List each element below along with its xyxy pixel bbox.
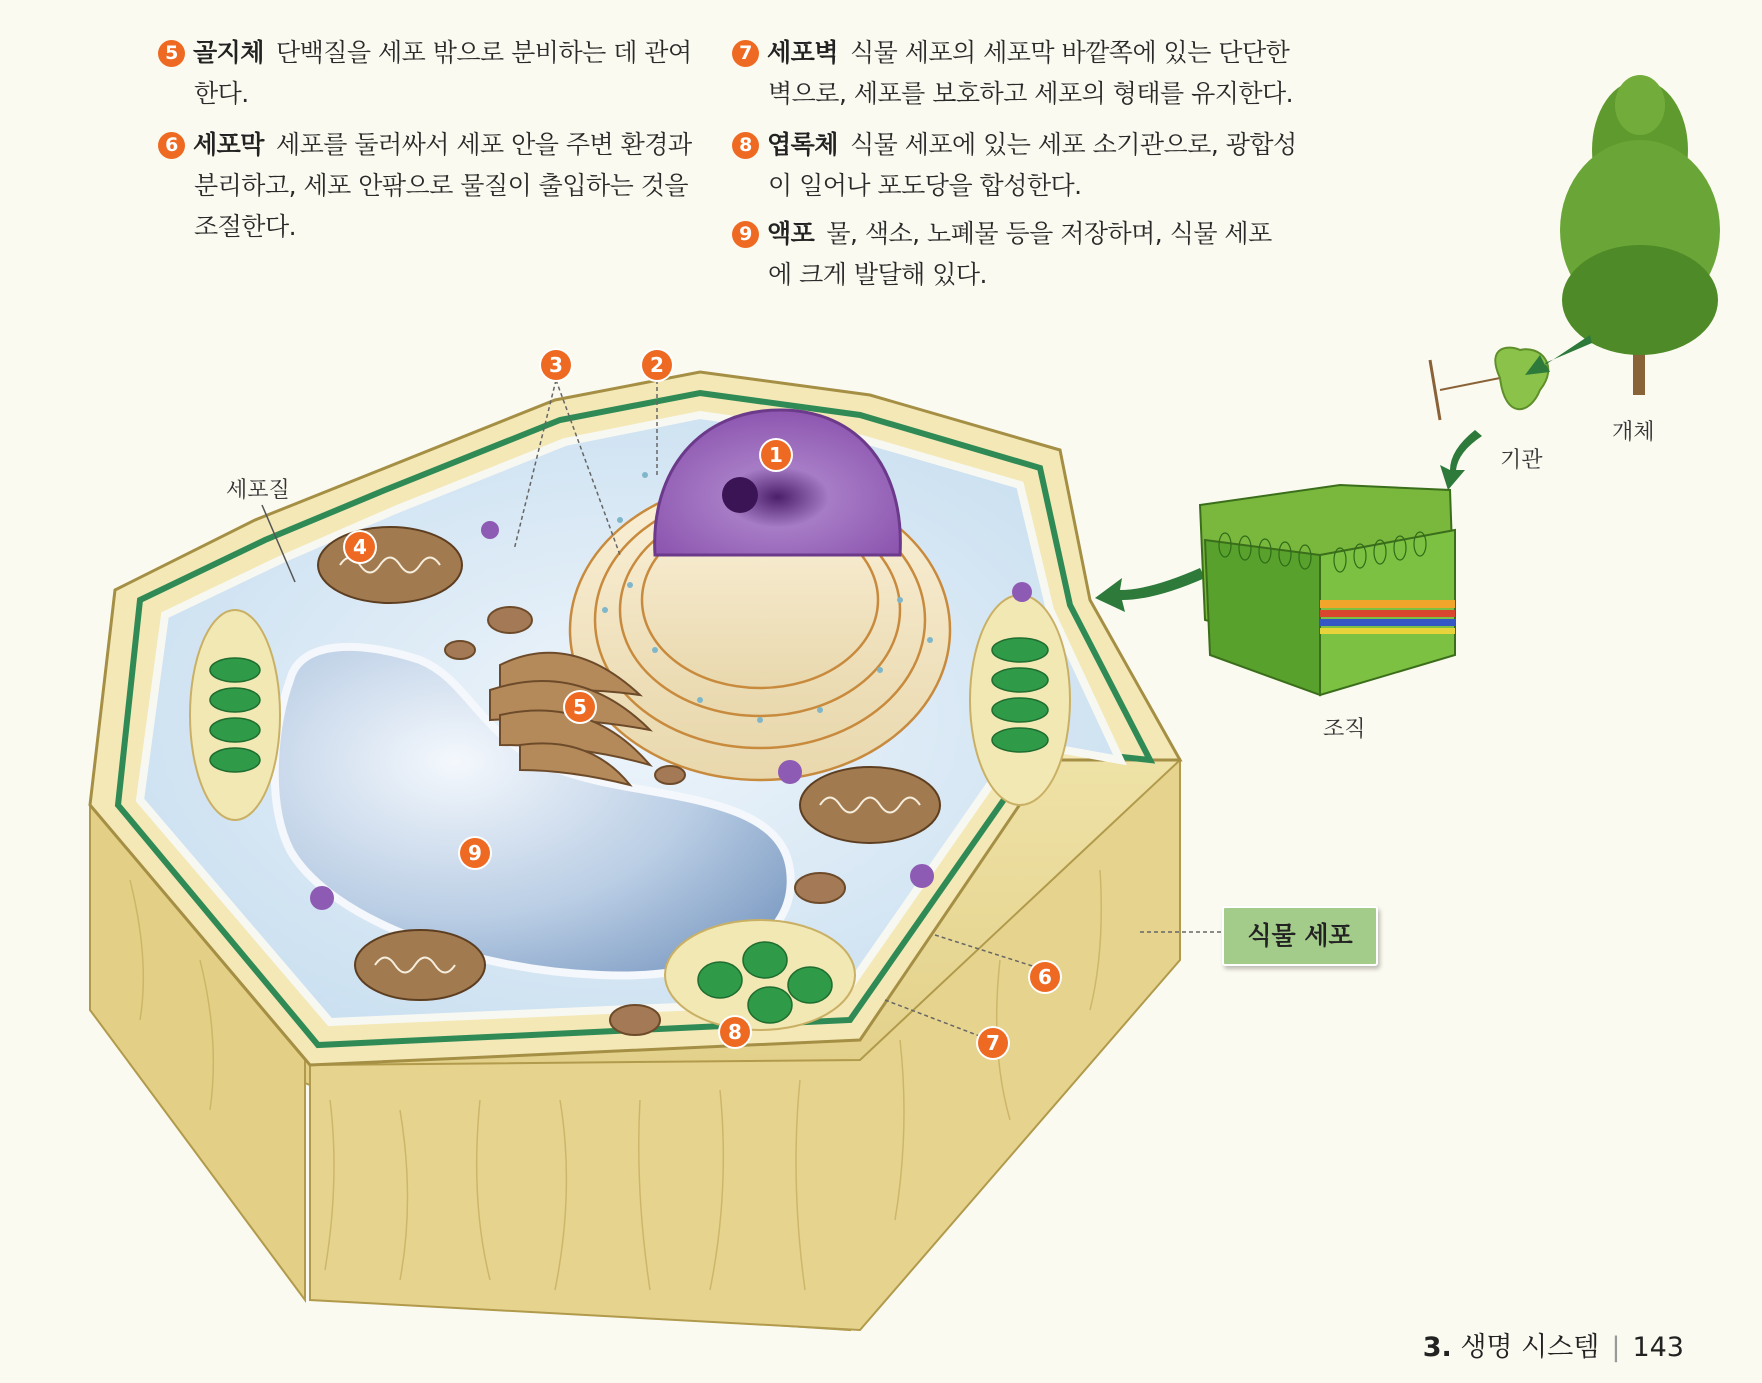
definition-text: 한다. [194,79,249,108]
nucleolus [722,477,758,513]
number-badge: 8 [732,132,759,159]
definition-text: 식물 세포의 세포막 바깥쪽에 있는 단단한 [849,38,1290,67]
number-badge: 9 [732,221,759,248]
definition-text: 조절한다. [194,212,297,241]
badge-er: 2 [642,350,672,380]
badge-golgi: 5 [565,692,595,722]
footer-separator: | [1611,1332,1621,1363]
definition-text: 물, 색소, 노폐물 등을 저장하며, 식물 세포 [826,219,1272,248]
badge-nucleus: 1 [761,440,791,470]
badge-vacuole: 9 [460,838,490,868]
badge-mitochondria: 4 [345,532,375,562]
definition-text: 단백질을 세포 밖으로 분비하는 데 관여 [275,38,692,67]
definition-text: 세포를 둘러싸서 세포 안을 주변 환경과 [275,130,692,159]
definition-text: 이 일어나 포도당을 합성한다. [768,171,1082,200]
label-organ: 기관 [1500,448,1543,473]
number-badge: 5 [158,40,185,67]
term: 엽록체 [767,130,838,159]
label-plant-cell: 식물 세포 [1222,906,1378,966]
leaf-illustration [1430,348,1548,420]
term: 액포 [767,219,815,248]
chapter-number: 3. [1422,1332,1452,1363]
badge-membrane: 6 [1030,962,1060,992]
tissue-illustration [1200,485,1455,695]
number-badge: 7 [732,40,759,67]
label-cytoplasm: 세포질 [226,478,290,503]
badge-chloroplast: 8 [720,1017,750,1047]
page-footer [1423,1325,1684,1364]
chapter-title: 생명 시스템 [1460,1332,1600,1363]
number-badge: 6 [158,132,185,159]
label-tissue: 조직 [1323,717,1366,742]
term: 골지체 [193,38,264,67]
label-organism: 개체 [1612,420,1655,445]
term: 세포벽 [767,38,838,67]
term: 세포막 [193,130,264,159]
page-number: 143 [1632,1332,1684,1363]
definition-text: 분리하고, 세포 안팎으로 물질이 출입하는 것을 [194,171,689,200]
badge-ribosome: 3 [541,350,571,380]
definition-text: 식물 세포에 있는 세포 소기관으로, 광합성 [849,130,1297,159]
definition-text: 에 크게 발달해 있다. [768,260,987,289]
definition-text: 벽으로, 세포를 보호하고 세포의 형태를 유지한다. [768,79,1294,108]
badge-wall: 7 [978,1028,1008,1058]
tree-illustration [1560,75,1720,395]
